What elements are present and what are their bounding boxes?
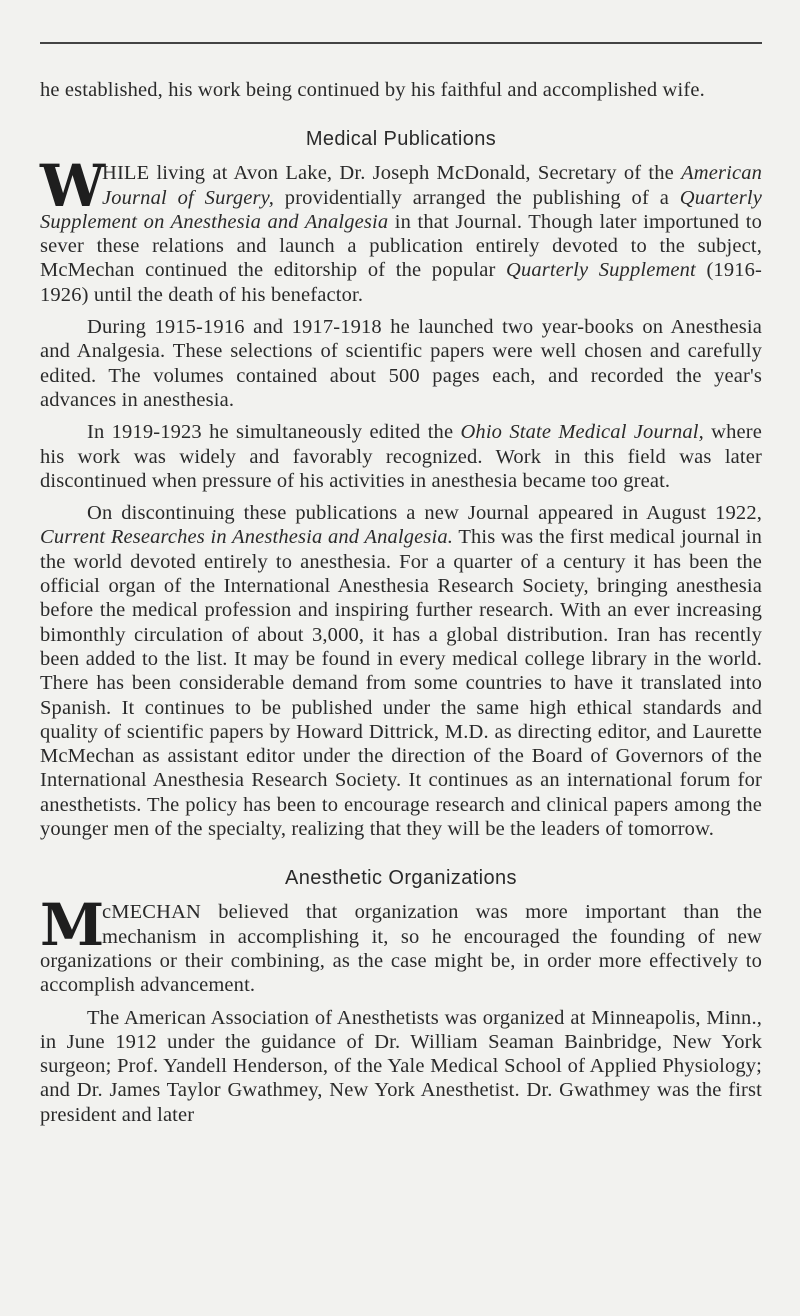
year-books-paragraph: During 1915-1916 and 1917-1918 he launched two year-books on Anesthesia and Analgesia. These selections of scientific papers were well chosen and carefully edited. The volumes contained about 500 pages each, and recorded the year's advances in anesthesia. bbox=[40, 316, 762, 411]
journal-title-current-researches: Current Researches in Anesthesia and Analgesia. bbox=[40, 526, 454, 549]
heading-medical-publications: Medical Publications bbox=[305, 128, 497, 151]
opening-paragraph: he established, his work being continued by his faithful and accomplished wife. bbox=[40, 79, 705, 101]
org-lead-text: cMECHAN believed that organization was more important than the mechanism in accomplishing it, so he encouraged the founding of new organizations or their combining, as the case might be, in order more effectively to accomplish advancement. bbox=[40, 901, 762, 997]
page-body bbox=[40, 78, 762, 1127]
ohio-text-a: In 1919-1923 he simultaneously edited the bbox=[87, 421, 461, 444]
top-rule bbox=[40, 42, 762, 44]
journal-title-ohio-state-medical-journal: Ohio State Medical Journal, bbox=[460, 421, 704, 444]
heading-anesthetic-organizations: Anesthetic Organizations bbox=[285, 867, 517, 890]
american-association-paragraph: The American Association of Anesthetists was organized at Minneapolis, Minn., in June 1912 under the guidance of Dr. William Seaman Bainbridge, New York surgeon; Prof. Yandell Henderson, of the Yale Medical School of Applied Physiology; and Dr. James Taylor Gwathmey, New York Anesthetist. Dr. Gwathmey was the first president and later bbox=[40, 1006, 762, 1126]
journal-title-quarterly-supplement-full: Quarterly Supplement on Anesthesia and Analgesia bbox=[40, 186, 762, 233]
ohio-journal-paragraph bbox=[40, 420, 762, 493]
medical-publications-lead-paragraph bbox=[40, 152, 762, 307]
journal-title-quarterly-supplement: Quarterly Supplement bbox=[506, 259, 696, 282]
anesthetic-organizations-lead-paragraph bbox=[40, 891, 762, 997]
lead-text-c: in that Journal. Though later importuned to sever these relations and launch a publication entirely devoted to the subject, McMechan continued the editorship of the popular bbox=[40, 210, 762, 282]
current-text-b: This was the first medical journal in the world devoted entirely to anesthesia. For a quarter of a century it has been the official organ of the International Anesthesia Research Society, bringing anesthesia before the medical profession and inspiring further research. With an ever increasing bimonthly circulation of about 3,000, it has a global distribution. Iran has recently been added to the list. It may be found in every medical college library in the world. There has been considerable demand from some countries to have it translated into Spanish. It continues to be published under the same high ethical standards and quality of scientific papers by Howard Dittrick, M.D. as directing editor, and Laurette McMechan as assistant editor under the direction of the Board of Governors of the International Anesthesia Research Society. It continues as an international forum for anesthetists. The policy has been to encourage research and clinical papers among the younger men of the specialty, realizing that they will be the leaders of tomorrow. bbox=[40, 526, 762, 841]
lead-text-a: HILE living at Avon Lake, Dr. Joseph McDonald, Secretary of the bbox=[102, 162, 682, 185]
ohio-text-b: where his work was widely and favorably recognized. Work in this field was later discontinued when pressure of his activities in anesthesia became too great. bbox=[40, 421, 762, 492]
lead-text-d: (1916-1926) until the death of his benefactor. bbox=[40, 259, 762, 306]
dropcap-w: W bbox=[40, 152, 106, 221]
dropcap-m: M bbox=[40, 891, 105, 960]
current-text-a: On discontinuing these publications a new Journal appeared in August 1922, bbox=[87, 502, 762, 525]
current-researches-paragraph bbox=[40, 501, 762, 841]
journal-title-american-journal-of-surgery: American Journal of Surgery, bbox=[102, 162, 762, 209]
lead-text-b: providentially arranged the publishing of a bbox=[274, 186, 680, 209]
